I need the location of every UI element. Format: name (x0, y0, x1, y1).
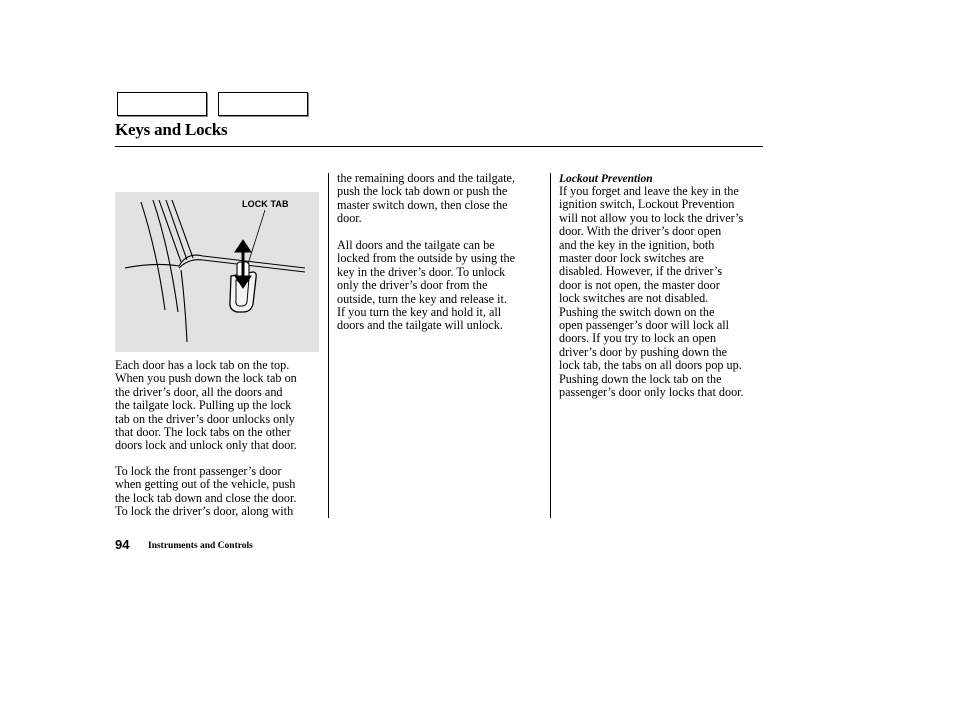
nav-button-1[interactable] (117, 92, 207, 116)
section-name: Instruments and Controls (148, 541, 253, 551)
column-divider-1 (328, 173, 329, 518)
door-lock-drawing (115, 192, 319, 352)
column1-paragraph-2: To lock the front passenger’s door when getting out of the vehicle, push the lock tab down and close the door. To lock the driver’s door, along with (115, 464, 297, 519)
column-divider-2 (550, 173, 551, 518)
lock-tab-label: LOCK TAB (242, 199, 289, 209)
page-title: Keys and Locks (115, 120, 228, 139)
lockout-prevention-heading: Lockout Prevention (559, 173, 653, 185)
lock-tab-illustration (115, 192, 319, 352)
title-rule (115, 146, 763, 147)
nav-button-2[interactable] (218, 92, 308, 116)
column2-paragraph-1: the remaining doors and the tailgate, push the lock tab down or push the master switch down, then close the door. (337, 171, 516, 226)
column3-paragraph-1: If you forget and leave the key in the ignition switch, Lockout Prevention will not allow you to lock the driver’s door. With the driver’s door open and the key in the ignition, both master door lock switches are disabled. However, if the driver’s door is not open, the master door lock switches are not disabled. Pushing the switch down on the open passenger’s door will lock all doors. If you try to lock an open driver’s door by pushing down the lock tab, the tabs on all doors pop up. Pushing down the lock tab on the passenger’s door only locks that door. (559, 184, 744, 400)
page-number: 94 (115, 537, 130, 552)
column1-paragraph-1: Each door has a lock tab on the top. When you push down the lock tab on the driver’s door, all the doors and the tailgate lock. Pulling up the lock tab on the driver’s door unlocks only that door. The lock tabs on the other doors lock and unlock only that door. (115, 358, 297, 453)
column2-paragraph-2: All doors and the tailgate can be locked from the outside by using the key in the driver’s door. To unlock only the driver’s door from the outside, turn the key and release it. If you turn the key and hold it, all doors and the tailgate will unlock. (337, 238, 516, 333)
